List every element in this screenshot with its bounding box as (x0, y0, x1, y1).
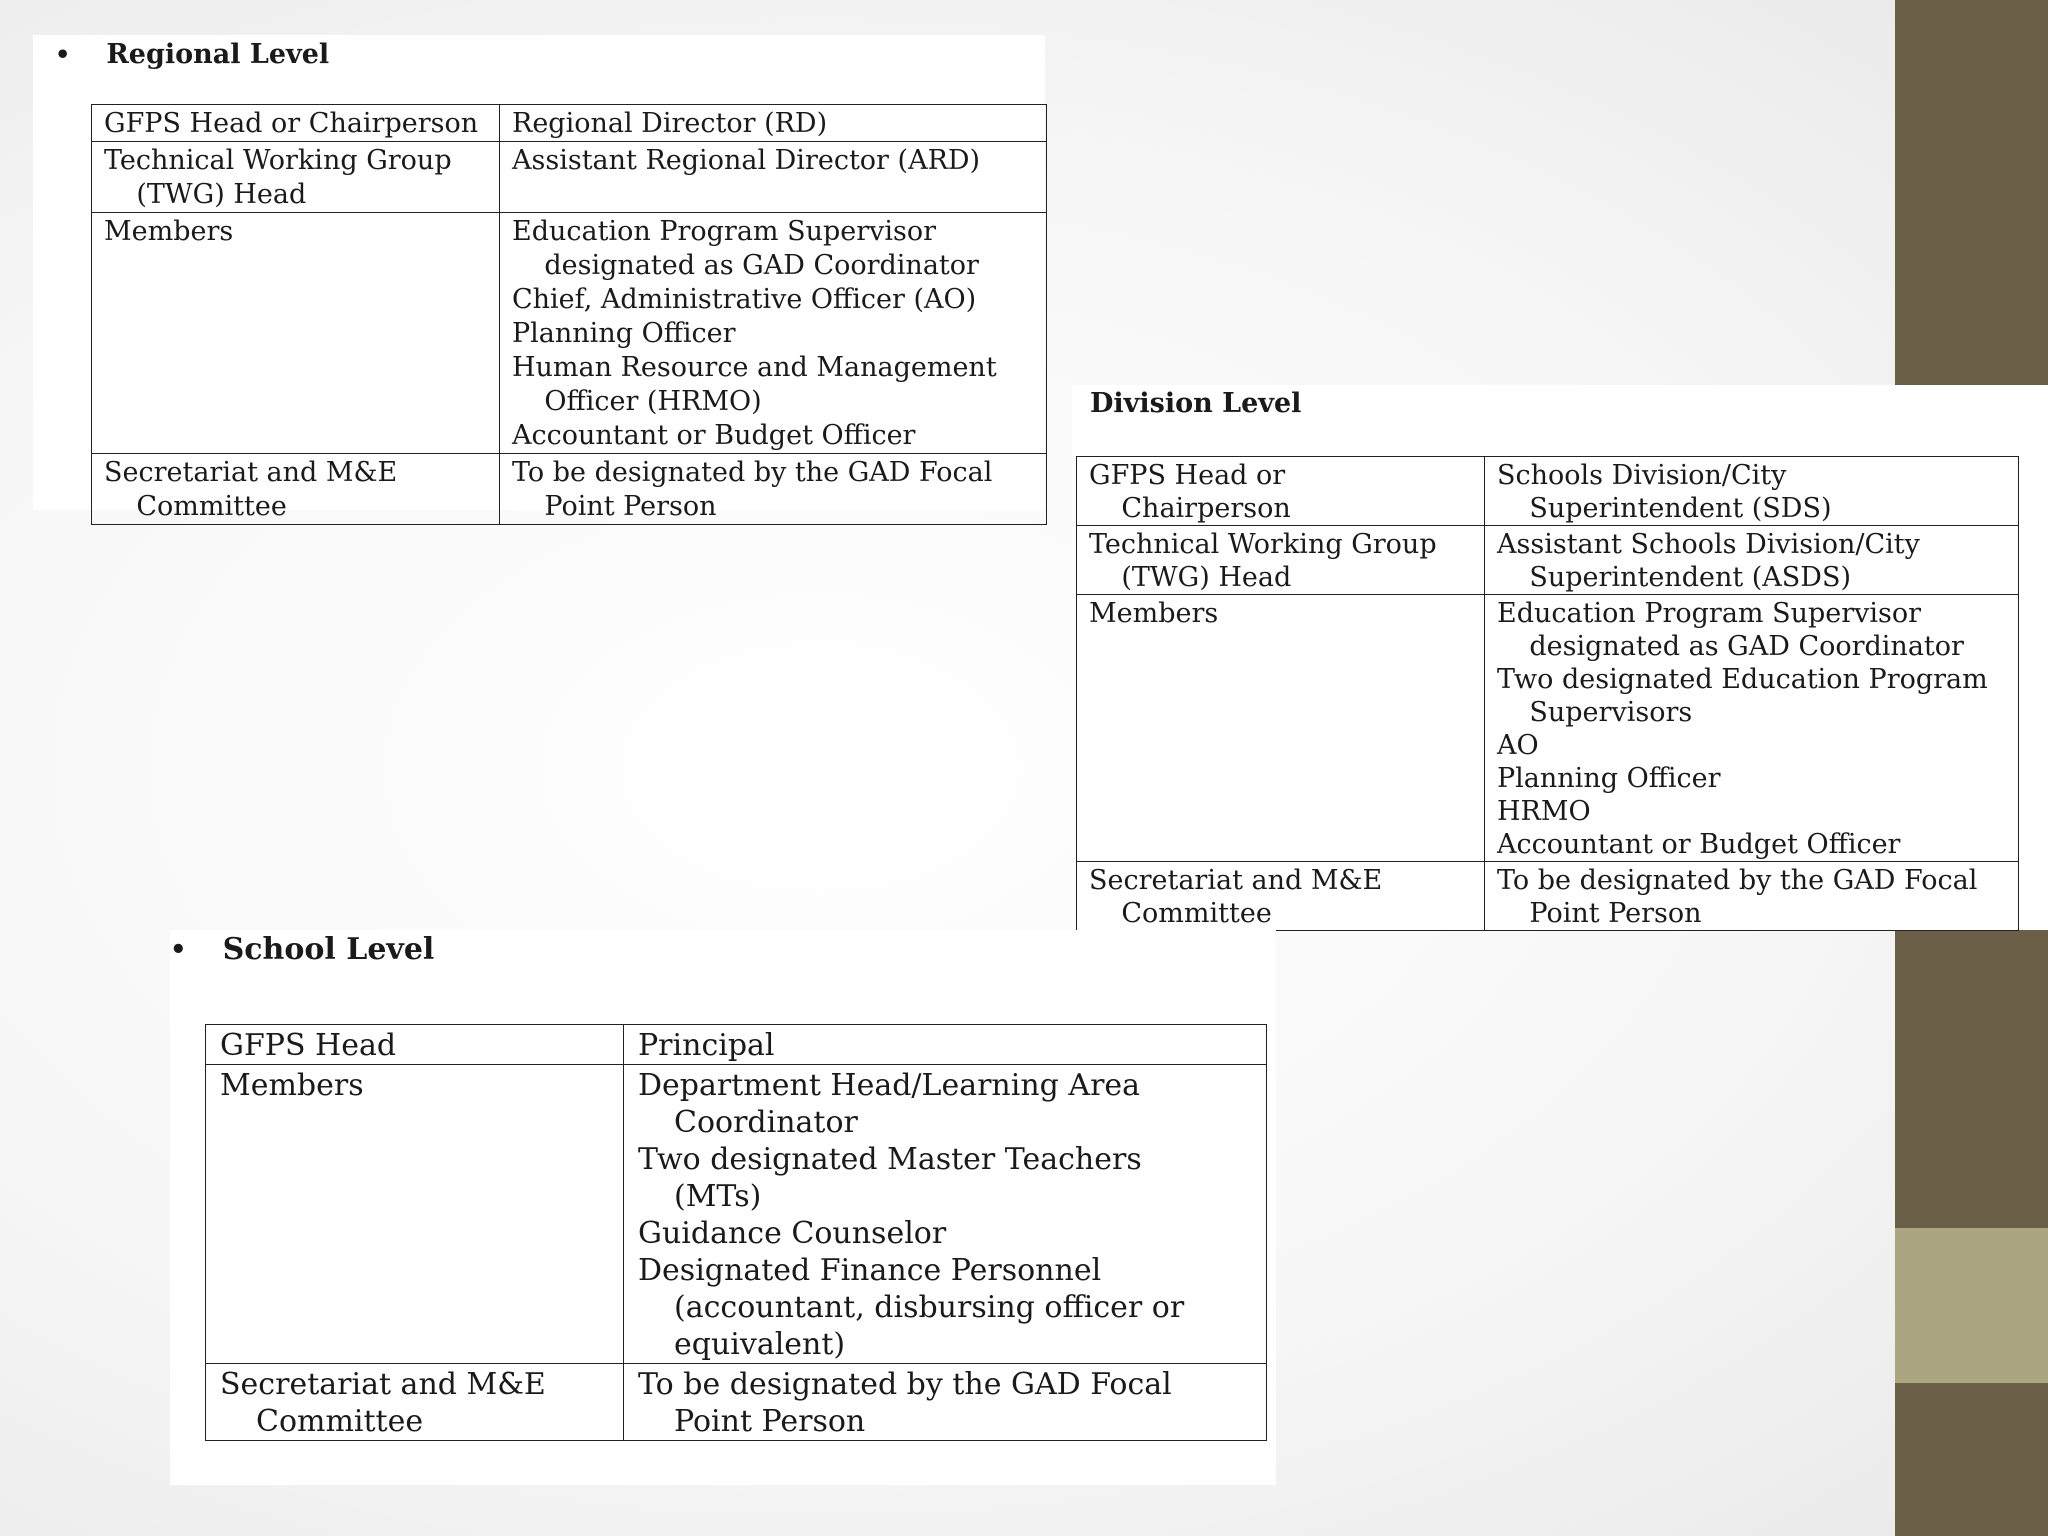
role-text: Committee (256, 1404, 424, 1439)
assignee-text: Coordinator (674, 1105, 858, 1140)
assignee-text: Two designated Master Teachers (638, 1142, 1142, 1177)
assignee-cell (500, 105, 1047, 142)
role-text: GFPS Head or (1089, 460, 1286, 491)
bullet-icon: • (55, 40, 71, 69)
division-level-title: Division Level (1090, 388, 1302, 419)
role-cell (1077, 526, 1485, 595)
assignee-text: (accountant, disbursing officer or (674, 1290, 1185, 1325)
role-text: Secretariat and M&E (1089, 865, 1383, 896)
assignee-text: To be designated by the GAD Focal (512, 457, 993, 488)
table-row (92, 142, 1047, 213)
role-text: (TWG) Head (136, 179, 307, 210)
assignee-text: Planning Officer (512, 318, 736, 349)
table-row (92, 105, 1047, 142)
school-level-title: School Level (222, 932, 435, 967)
assignee-cell (1485, 595, 2019, 862)
assignee-text: Department Head/Learning Area (638, 1068, 1141, 1103)
assignee-text: Assistant Schools Division/City (1497, 529, 1920, 560)
assignee-text: Chief, Administrative Officer (AO) (512, 284, 977, 315)
role-text: Committee (136, 491, 287, 522)
assignee-text: designated as GAD Coordinator (544, 250, 979, 281)
role-cell (92, 213, 500, 454)
division-level-table (1076, 456, 2019, 931)
assignee-cell (1485, 457, 2019, 526)
assignee-text: Superintendent (ASDS) (1529, 562, 1851, 593)
assignee-cell (500, 213, 1047, 454)
regional-level-heading (55, 39, 329, 70)
assignee-text: Superintendent (SDS) (1529, 493, 1832, 524)
school-level-table (205, 1024, 1267, 1441)
assignee-text: Designated Finance Personnel (638, 1253, 1102, 1288)
assignee-cell (624, 1025, 1267, 1065)
assignee-text: AO (1497, 730, 1539, 761)
right-bar-accent (1895, 1228, 2048, 1383)
role-text: GFPS Head or Chairperson (104, 108, 479, 139)
assignee-cell (624, 1364, 1267, 1441)
table-row (1077, 595, 2019, 862)
role-text: Committee (1121, 898, 1272, 929)
table-row (206, 1364, 1267, 1441)
assignee-text: Two designated Education Program (1497, 664, 1988, 695)
role-cell (92, 142, 500, 213)
assignee-text: Regional Director (RD) (512, 108, 828, 139)
table-row (92, 213, 1047, 454)
role-text: (TWG) Head (1121, 562, 1292, 593)
assignee-text: Point Person (674, 1404, 866, 1439)
assignee-cell (1485, 862, 2019, 931)
role-cell (1077, 595, 1485, 862)
role-text: Technical Working Group (104, 145, 452, 176)
assignee-text: To be designated by the GAD Focal (638, 1367, 1172, 1402)
role-text: Members (104, 216, 234, 247)
table-row (206, 1025, 1267, 1065)
assignee-text: (MTs) (674, 1179, 762, 1214)
role-text: Secretariat and M&E (220, 1367, 546, 1402)
table-row (92, 454, 1047, 525)
school-level-section (170, 930, 1276, 1485)
assignee-text: Assistant Regional Director (ARD) (512, 145, 981, 176)
assignee-text: Human Resource and Management (512, 352, 997, 383)
role-cell (92, 105, 500, 142)
assignee-text: Officer (HRMO) (544, 386, 762, 417)
role-text: Members (1089, 598, 1219, 629)
assignee-text: equivalent) (674, 1327, 846, 1362)
table-row (206, 1065, 1267, 1364)
role-text: Secretariat and M&E (104, 457, 398, 488)
table-row (1077, 862, 2019, 931)
assignee-cell (1485, 526, 2019, 595)
division-level-section (1072, 385, 2048, 930)
assignee-text: Education Program Supervisor (512, 216, 937, 247)
bullet-icon: • (170, 934, 187, 965)
role-cell (1077, 862, 1485, 931)
assignee-text: Point Person (1529, 898, 1702, 929)
assignee-text: Principal (638, 1028, 775, 1063)
regional-level-title: Regional Level (106, 39, 330, 70)
assignee-text: Education Program Supervisor (1497, 598, 1922, 629)
assignee-text: Schools Division/City (1497, 460, 1787, 491)
table-row (1077, 526, 2019, 595)
assignee-text: To be designated by the GAD Focal (1497, 865, 1978, 896)
assignee-text: Accountant or Budget Officer (512, 420, 916, 451)
assignee-text: designated as GAD Coordinator (1529, 631, 1964, 662)
role-text: Members (220, 1068, 364, 1103)
role-cell (206, 1065, 624, 1364)
role-cell (206, 1025, 624, 1065)
role-cell (92, 454, 500, 525)
role-text: Chairperson (1121, 493, 1291, 524)
assignee-text: Guidance Counselor (638, 1216, 947, 1251)
role-text: Technical Working Group (1089, 529, 1437, 560)
role-text: GFPS Head (220, 1028, 397, 1063)
assignee-text: HRMO (1497, 796, 1591, 827)
division-level-heading (1090, 388, 1301, 419)
regional-level-section (33, 35, 1045, 522)
assignee-cell (500, 454, 1047, 525)
assignee-text: Supervisors (1529, 697, 1693, 728)
assignee-text: Accountant or Budget Officer (1497, 829, 1901, 860)
role-cell (206, 1364, 624, 1441)
assignee-text: Planning Officer (1497, 763, 1721, 794)
table-row (1077, 457, 2019, 526)
assignee-cell (624, 1065, 1267, 1364)
assignee-text: Point Person (544, 491, 717, 522)
assignee-cell (500, 142, 1047, 213)
regional-level-table (91, 104, 1047, 525)
school-level-heading (170, 932, 434, 967)
role-cell (1077, 457, 1485, 526)
